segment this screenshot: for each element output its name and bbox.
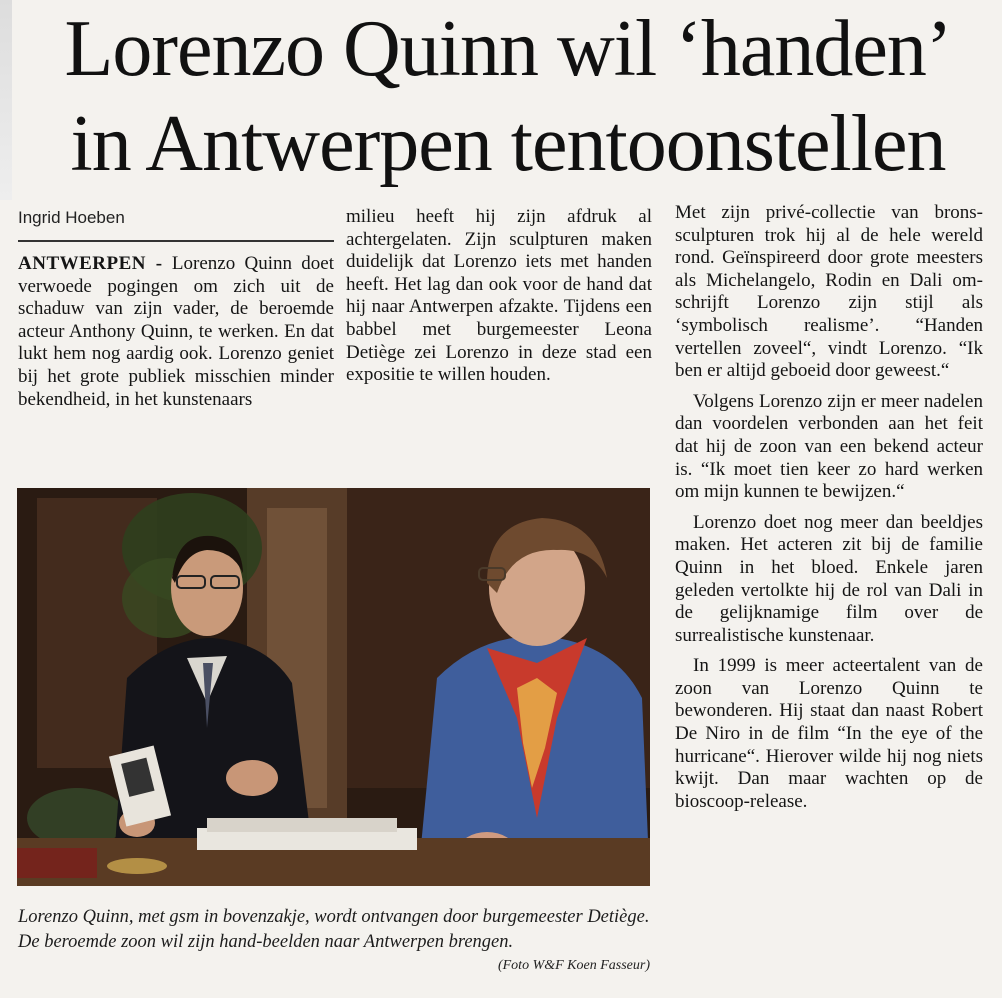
headline — [28, 2, 988, 192]
photo-illustration — [17, 488, 650, 886]
byline: Ingrid Hoeben — [18, 208, 125, 227]
column-3-paragraph: Volgens Lorenzo zijn er meer nadelen dan voordelen verbonden aan het feit dat hij de zoon van een bekend acteur is. “Ik moet tien keer zo hard werken om mijn kunnen te bewijzen.“ — [675, 390, 983, 503]
column-3-paragraph: Lorenzo doet nog meer dan beeldjes maken. Het acteren zit bij de familie Quinn in het bloed. Enkele jaren geleden vertolkte hij de rol van Dali in de gelijknamige film over de surrealistische kunstenaar. — [675, 511, 983, 646]
column-3-paragraph: Met zijn privé-collectie van brons-sculpturen trok hij al de hele wereld rond. Geïnspireerd door grote meesters als Michelangelo, Rodin en Dali omschrijft Lorenzo zijn stijl als ‘symbolisch realisme’. “Handen vertellen zoveel“, vindt Lorenzo. “Ik ben er altijd geboeid door geweest.“ — [675, 202, 983, 382]
column-2-text: milieu heeft hij zijn afdruk al achtergelaten. Zijn sculpturen maken duidelijk dat Lorenzo iets met handen heeft. Het lag dan ook voor de hand dat hij naar Antwerpen afzakte. Tijdens een babbel met burgemeester Leona Detiège zei Lorenzo in deze stad een expositie te willen houden. — [346, 206, 652, 386]
news-photo — [17, 488, 650, 886]
headline-line-1: Lorenzo Quinn wil ‘handen’ — [64, 5, 952, 93]
column-1-text: Lorenzo Quinn doet verwoede pogingen om zich uit de schaduw van zijn vader, de beroemde acteur Anthony Quinn, te werken. En dat lukt hem nog aardig ook. Lorenzo geniet bij het grote publiek misschien minder bekendheid, in het kunstenaars — [18, 253, 335, 410]
headline-line-2: in Antwerpen tentoonstellen — [70, 100, 946, 188]
article-column-1 — [18, 253, 334, 411]
byline-divider — [18, 240, 334, 242]
photo-caption: Lorenzo Quinn, met gsm in bovenzakje, wordt ontvangen door burgemeester Detiège. De beroemde zoon wil zijn hand-beelden naar Antwerpen brengen. — [18, 907, 650, 952]
article-column-2 — [346, 206, 652, 387]
scan-edge — [0, 0, 12, 200]
article-column-3 — [675, 202, 983, 813]
column-3-paragraph: In 1999 is meer acteertalent van de zoon van Lorenzo Quinn te bewonderen. Hij staat dan naast Robert De Niro in de film “In the eye of the hurricane“. Hierover wilde hij nog niets kwijt. Dan maar wachten op de bioscoop-release. — [675, 655, 983, 812]
photo-credit: (Foto W&F Koen Fasseur) — [497, 958, 650, 973]
dateline: ANTWERPEN - — [18, 253, 163, 274]
